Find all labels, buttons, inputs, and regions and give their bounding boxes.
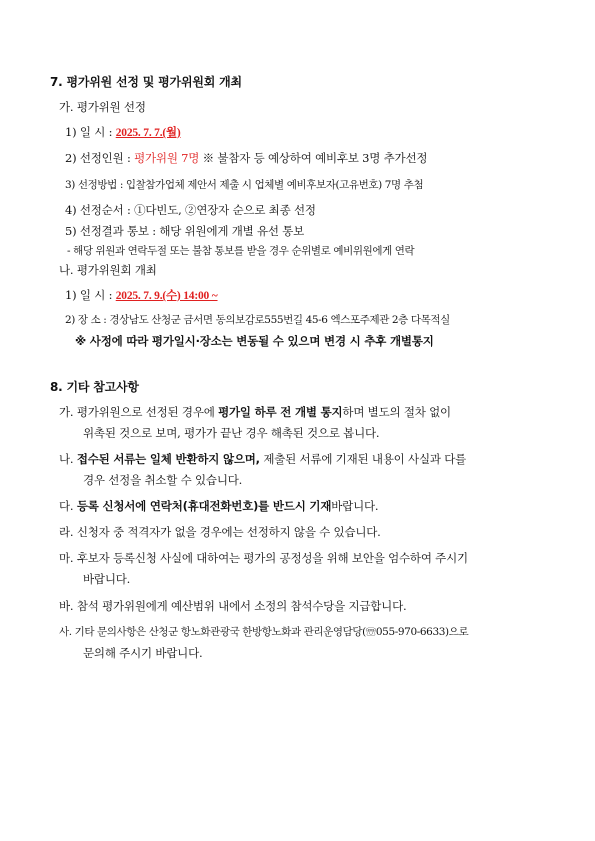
s8-da-end: 바랍니다. <box>331 499 379 513</box>
s8-na-text-end: 제출된 서류에 기재된 내용이 사실과 다를 <box>259 452 467 466</box>
s8-na-line1 <box>59 451 466 467</box>
na-item1-date: 2025. 7. 9.(수) 14:00 ~ <box>115 290 218 302</box>
na-item2: 2) 장 소 : 경상남도 산청군 금서면 동의보감로555번길 45-6 엑스포주제관 2층 다목적실 <box>65 314 450 326</box>
s8-sa-line1: 사. 기타 문의사항은 산청군 항노화관광국 한방항노화과 관리운영담당(☏055-970-6633)으로 <box>59 626 469 638</box>
s8-ga-text: 가. 평가위원으로 선정된 경우에 <box>59 405 219 419</box>
section7-title: 7. 평가위원 선정 및 평가위원회 개최 <box>50 75 242 89</box>
s8-ga-bold: 평가일 하루 전 개별 통지 <box>218 405 343 419</box>
s8-na-line2: 경우 선정을 취소할 수 있습니다. <box>83 473 243 487</box>
s8-ma-line1: 마. 후보자 등록신청 사실에 대하여는 평가의 공정성을 위해 보안을 엄수하여 주시기 <box>59 551 468 565</box>
section7-ga-title: 가. 평가위원 선정 <box>59 100 146 114</box>
s8-ra: 라. 신청자 중 적격자가 없을 경우에는 선정하지 않을 수 있습니다. <box>59 525 381 539</box>
ga-item2 <box>65 150 427 166</box>
na-item1-label: 1) 일 시 : <box>65 288 116 302</box>
s8-ga-text-end: 하며 별도의 절차 없이 <box>342 405 451 419</box>
s8-da <box>59 498 378 514</box>
ga-item2-count: 평가위원 7명 <box>134 151 200 165</box>
ga-item2-label: 2) 선정인원 : <box>65 151 135 165</box>
ga-item1 <box>65 124 181 141</box>
s8-ba: 바. 참석 평가위원에게 예산범위 내에서 소정의 참석수당을 지급합니다. <box>59 599 407 613</box>
ga-item1-label: 1) 일 시 : <box>65 125 116 139</box>
ga-item1-date: 2025. 7. 7.(월) <box>115 127 181 139</box>
section8-title: 8. 기타 참고사항 <box>50 380 139 394</box>
ga-item4: 4) 선정순서 : ①다빈도, ②연장자 순으로 최종 선정 <box>65 203 316 217</box>
s8-da-bold: 등록 신청서에 연락처(휴대전화번호)를 반드시 기재 <box>76 499 332 513</box>
ga-dash-note: - 해당 위원과 연락두절 또는 불참 통보를 받을 경우 순위별로 예비위원에게 연락 <box>67 245 415 257</box>
s8-da-prefix: 다. <box>59 499 77 513</box>
ga-item2-rest: ※ 불참자 등 예상하여 예비후보 3명 추가선정 <box>199 151 428 165</box>
s8-sa-line2: 문의해 주시기 바랍니다. <box>83 646 203 660</box>
ga-item3: 3) 선정방법 : 입찰참가업체 제안서 제출 시 업체별 예비후보자(고유번호) 7명 추첨 <box>65 179 424 191</box>
na-item1 <box>65 287 218 304</box>
s8-ma-line2: 바랍니다. <box>83 572 131 586</box>
section7-na-title: 나. 평가위원회 개최 <box>59 263 157 277</box>
s8-na-prefix: 나. <box>59 452 77 466</box>
ga-item5: 5) 선정결과 통보 : 해당 위원에게 개별 유선 통보 <box>65 224 305 238</box>
s8-na-bold: 접수된 서류는 일체 반환하지 않으며, <box>76 452 260 466</box>
s8-ga-line2: 위촉된 것으로 보며, 평가가 끝난 경우 해촉된 것으로 봅니다. <box>83 426 380 440</box>
na-note: ※ 사정에 따라 평가일시·장소는 변동될 수 있으며 변경 시 추후 개별통지 <box>75 334 434 348</box>
s8-ga-line1 <box>59 404 451 420</box>
